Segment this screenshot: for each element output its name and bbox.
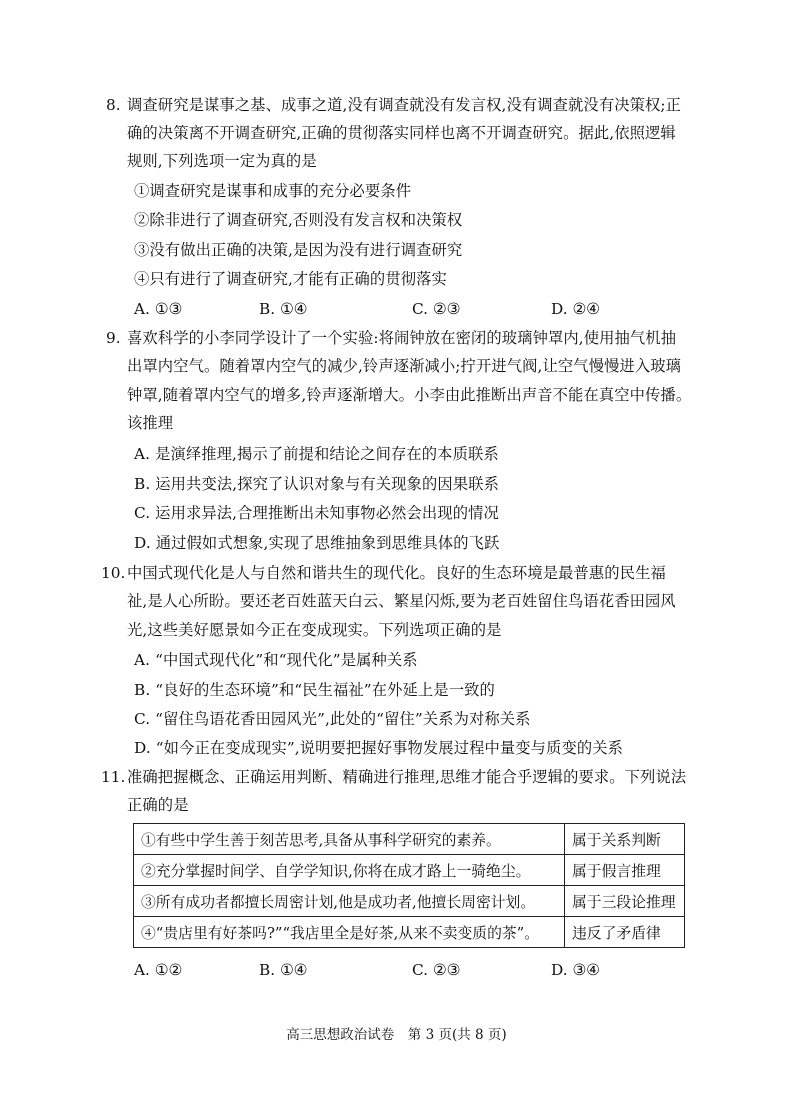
statement-cell: ④“贵店里有好茶吗?”“我店里全是好茶,从来不卖变质的茶”。: [134, 917, 565, 948]
judgment-cell: 属于关系判断: [565, 824, 685, 855]
statement-cell: ③所有成功者都擅长周密计划,他是成功者,他擅长周密计划。: [134, 886, 565, 917]
q8-stem-line: 规则,下列选项一定为真的是: [127, 152, 317, 170]
option-d: D. ③④: [551, 961, 600, 979]
table-row: [134, 917, 685, 948]
q8-stem-line: 调查研究是谋事之基、成事之道,没有调查就没有发言权,没有调查就没有决策权;正: [127, 96, 682, 114]
q9-stem-line: 喜欢科学的小李同学设计了一个实验:将闹钟放在密闭的玻璃钟罩内,使用抽气机抽: [127, 329, 677, 347]
q8-item: ①调查研究是谋事和成事的充分必要条件: [134, 182, 412, 200]
q11-stem-line: 准确把握概念、正确运用判断、精确进行推理,思维才能合乎逻辑的要求。下列说法: [127, 768, 687, 786]
q9-option-a: A. 是演绎推理,揭示了前提和结论之间存在的本质联系: [134, 445, 499, 463]
option-c: C. ②③: [412, 961, 461, 979]
option-b: B. ①④: [259, 961, 308, 979]
option-a: A. ①③: [134, 300, 183, 318]
q11-stem-line: 正确的是: [127, 796, 189, 814]
page-footer: 高三思想政治试卷 第 3 页(共 8 页): [286, 1027, 507, 1043]
q8-item: ③没有做出正确的决策,是因为没有进行调查研究: [134, 241, 463, 259]
q8-item: ④只有进行了调查研究,才能有正确的贯彻落实: [134, 270, 447, 288]
q9-option-b: B. 运用共变法,探究了认识对象与有关现象的因果联系: [134, 475, 499, 493]
judgment-cell: 属于三段论推理: [565, 886, 685, 917]
q8-stem-line: 确的决策离不开调查研究,正确的贯彻落实同样也离不开调查研究。据此,依照逻辑: [127, 124, 676, 142]
table-row: [134, 886, 685, 917]
table-row: [134, 824, 685, 855]
q9-option-c: C. 运用求异法,合理推断出未知事物必然会出现的情况: [134, 504, 499, 522]
q10-option-b: B. “良好的生态环境”和“民生福祉”在外延上是一致的: [134, 681, 495, 699]
option-b: B. ①④: [259, 300, 308, 318]
option-c: C. ②③: [412, 300, 461, 318]
q10-stem-line: 祉,是人心所盼。要还老百姓蓝天白云、繁星闪烁,要为老百姓留住鸟语花香田园风: [127, 592, 676, 610]
q9-option-d: D. 通过假如式想象,实现了思维抽象到思维具体的飞跃: [134, 534, 500, 552]
q11-statement-table: [133, 823, 685, 948]
option-a: A. ①②: [134, 961, 183, 979]
table-row: [134, 855, 685, 886]
q9-number: 9.: [106, 329, 121, 347]
option-d: D. ②④: [551, 300, 600, 318]
q9-stem-line: 出罩内空气。随着罩内空气的减少,铃声逐渐减小;拧开进气阀,让空气慢慢进入玻璃: [127, 357, 682, 375]
q9-stem-line: 该推理: [127, 414, 174, 432]
statement-cell: ①有些中学生善于刻苦思考,具备从事科学研究的素养。: [134, 824, 565, 855]
q10-option-c: C. “留住鸟语花香田园风光”,此处的“留住”关系为对称关系: [134, 710, 531, 728]
judgment-cell: 违反了矛盾律: [565, 917, 685, 948]
q8-number: 8.: [106, 96, 121, 114]
q11-number: 11.: [101, 768, 126, 786]
judgment-cell: 属于假言推理: [565, 855, 685, 886]
q11-options: [0, 960, 793, 980]
statement-cell: ②充分掌握时间学、自学学知识,你将在成才路上一骑绝尘。: [134, 855, 565, 886]
q10-number: 10.: [101, 564, 126, 582]
q10-stem-line: 中国式现代化是人与自然和谐共生的现代化。良好的生态环境是最普惠的民生福: [127, 564, 666, 582]
q10-option-d: D. “如今正在变成现实”,说明要把握好事物发展过程中量变与质变的关系: [134, 739, 624, 757]
q8-options: [0, 299, 793, 319]
q8-item: ②除非进行了调查研究,否则没有发言权和决策权: [134, 211, 463, 229]
q10-stem-line: 光,这些美好愿景如今正在变成现实。下列选项正确的是: [127, 621, 502, 639]
q9-stem-line: 钟罩,随着罩内空气的增多,铃声逐渐增大。小李由此推断出声音不能在真空中传播。: [127, 386, 692, 404]
q10-option-a: A. “中国式现代化”和“现代化”是属种关系: [134, 651, 418, 669]
